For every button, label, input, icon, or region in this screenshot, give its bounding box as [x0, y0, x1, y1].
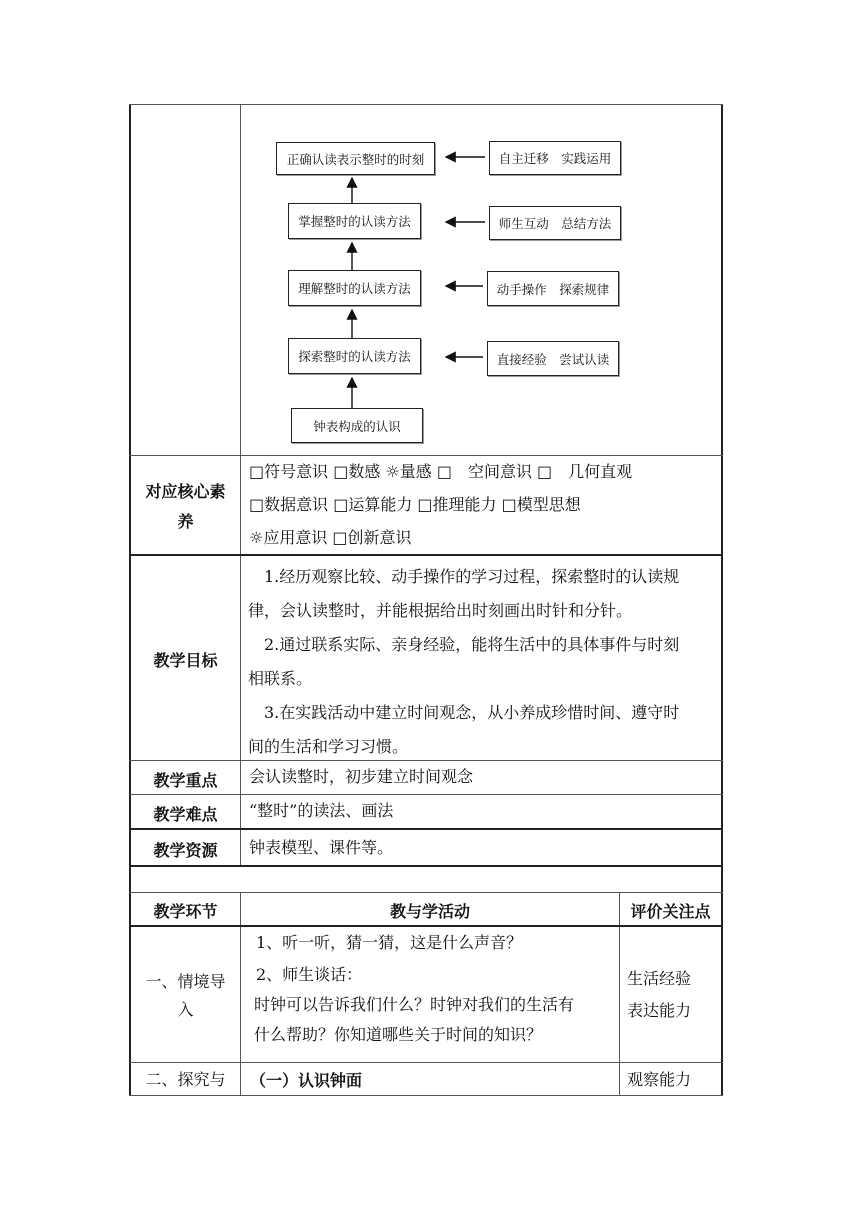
goal-line: 间的生活和学习习惯。	[248, 737, 409, 756]
row1-eval	[627, 963, 719, 1027]
core-literacy-line: □符号意识 □数感 ☼量感 □ 空间意识 □ 几何直观	[249, 462, 633, 481]
flow-box-main: 正确认读表示整时的时刻	[276, 142, 435, 175]
goal-line: 3.在实践活动中建立时间观念，从小养成珍惜时间、遵守时	[264, 703, 680, 722]
goals-label: 教学目标	[153, 651, 218, 670]
eval-column-divider	[619, 893, 620, 1096]
header-activity: 教与学活动	[389, 902, 470, 921]
row2-activity: （一）认识钟面	[250, 1071, 363, 1090]
row-line	[129, 865, 723, 867]
core-literacy-line: □数据意识 □运算能力 □推理能力 □模型思想	[249, 495, 581, 514]
goal-line: 相联系。	[248, 669, 313, 688]
flow-box-side: 师生互动 总结方法	[489, 206, 621, 240]
core-literacy-label-line1: 对应核心素	[145, 482, 226, 501]
row-line	[129, 554, 723, 556]
row-line	[129, 794, 723, 795]
flowchart-arrows	[0, 0, 860, 470]
goal-line: 律，会认读整时，并能根据给出时刻画出时针和分针。	[248, 601, 633, 620]
label-column-divider-lower	[240, 893, 241, 1096]
flow-box-side: 动手操作 探索规律	[487, 271, 619, 306]
resources-label: 教学资源	[153, 841, 218, 860]
core-literacy-label-line2: 养	[177, 512, 194, 531]
goal-line: 1.经历观察比较、动手操作的学习过程，探索整时的认读规	[264, 567, 680, 586]
table-bottom-line	[129, 1095, 723, 1096]
activity-line: 什么帮助？你知道哪些关于时间的知识？	[254, 1025, 543, 1044]
eval-line: 生活经验	[627, 969, 692, 988]
goal-line: 2.通过联系实际、亲身经验，能将生活中的具体事件与时刻	[264, 635, 680, 654]
goals-text	[248, 560, 720, 764]
difficulty-value: “整时”的读法、画法	[249, 801, 394, 820]
row-line	[129, 925, 723, 927]
flow-box-main: 理解整时的认读方法	[288, 270, 421, 306]
flow-box-main: 钟表构成的认识	[291, 408, 423, 443]
flow-box-side: 自主迁移 实践运用	[489, 141, 621, 175]
header-stage: 教学环节	[153, 902, 218, 921]
flow-box-main: 探索整时的认读方法	[288, 338, 421, 374]
row1-stage	[131, 968, 240, 1024]
row-line	[129, 1062, 723, 1063]
row2-stage: 二、探究与	[145, 1070, 226, 1089]
row1-stage-line1: 一、情境导	[145, 972, 226, 991]
core-literacy-options	[249, 455, 719, 554]
resources-value: 钟表模型、课件等。	[249, 838, 394, 857]
activity-line: 时钟可以告诉我们什么？时钟对我们的生活有	[254, 995, 575, 1014]
core-literacy-label	[131, 477, 240, 537]
row1-activity	[256, 928, 616, 1050]
activity-line: 2、师生谈话：	[256, 965, 363, 984]
row-line	[129, 892, 723, 893]
header-eval: 评价关注点	[630, 902, 711, 921]
key-point-label: 教学重点	[153, 771, 218, 790]
row-line	[129, 828, 723, 830]
row2-eval: 观察能力	[627, 1070, 692, 1089]
core-literacy-line: ☼应用意识 □创新意识	[249, 528, 412, 547]
flow-box-side: 直接经验 尝试认读	[487, 341, 619, 376]
key-point-value: 会认读整时，初步建立时间观念	[249, 767, 474, 786]
activity-line: 1、听一听，猜一猜，这是什么声音？	[256, 933, 523, 952]
difficulty-label: 教学难点	[153, 805, 218, 824]
row1-stage-line2: 入	[177, 1000, 194, 1019]
eval-line: 表达能力	[627, 1001, 692, 1020]
flow-box-main: 掌握整时的认读方法	[288, 203, 421, 239]
